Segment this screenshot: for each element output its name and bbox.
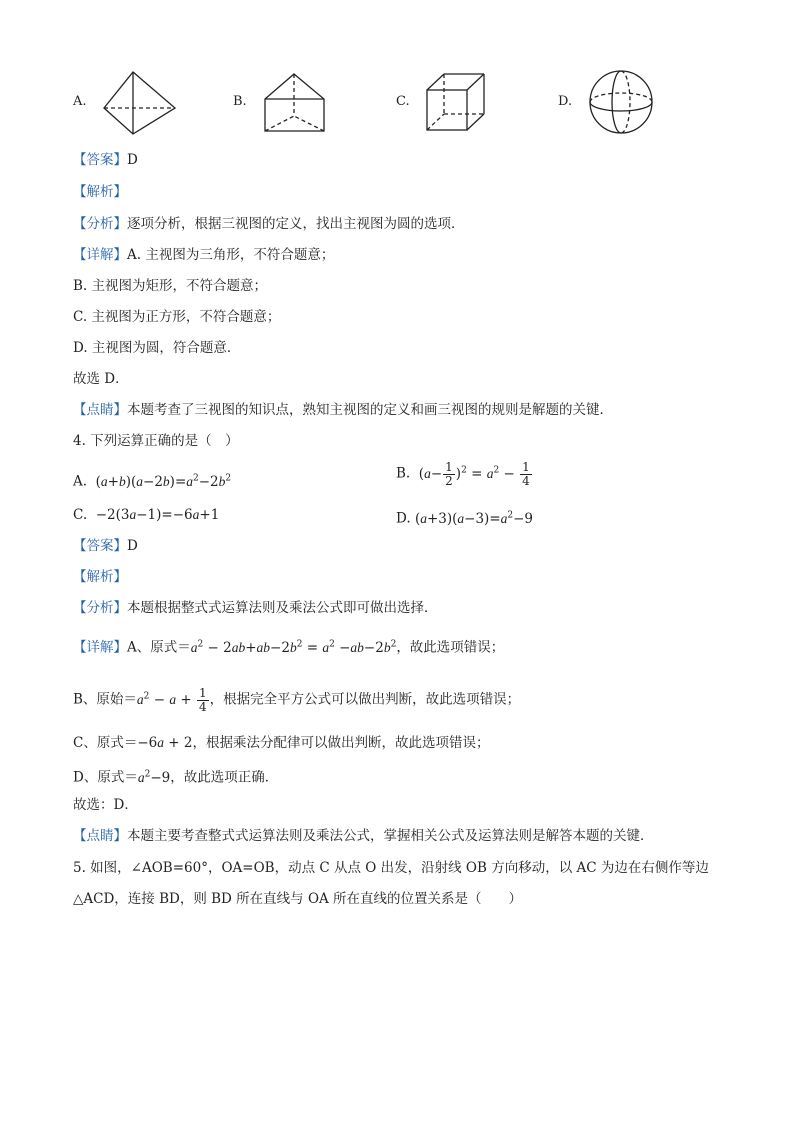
answer-value: D bbox=[127, 152, 138, 168]
detail-prefix: D、原式＝ bbox=[73, 769, 138, 786]
q3-comment bbox=[73, 400, 613, 420]
option-label: C. bbox=[73, 507, 88, 523]
q4-option-b bbox=[396, 460, 533, 488]
option-label: D. bbox=[396, 510, 411, 527]
option-d-label: D. bbox=[558, 94, 573, 109]
q5-question-line1: 5. 如图，∠AOB=60°，OA=OB，动点 C 从点 O 出发，沿射线 OB 方向移动，以 AC 为边在右侧作等边 bbox=[73, 860, 709, 876]
analysis-tag: 【解析】 bbox=[73, 569, 127, 585]
q3-detail-c: C. 主视图为正方形，不符合题意； bbox=[73, 309, 281, 325]
q4-detail-c bbox=[73, 733, 489, 753]
option-b-label: B. bbox=[233, 94, 247, 109]
option-formula: −2(3a−1)=−6a+1 bbox=[91, 507, 220, 523]
fenxi-text: 逐项分析，根据三视图的定义，找出主视图为圆的选项． bbox=[127, 216, 465, 232]
detail-text: A. 主视图为三角形，不符合题意； bbox=[127, 247, 335, 263]
sphere-icon bbox=[586, 68, 656, 136]
option-label: B. bbox=[396, 465, 411, 482]
q3-detail-b: B. 主视图为矩形，不符合题意； bbox=[73, 278, 268, 294]
triangular-prism-icon bbox=[260, 72, 330, 134]
detail-prefix: B、原始＝ bbox=[73, 691, 137, 708]
q4-conclusion: 故选：D． bbox=[73, 797, 138, 813]
option-c-label: C. bbox=[396, 94, 410, 109]
detail-suffix: ，根据乘法分配律可以做出判断，故此选项错误； bbox=[192, 735, 490, 751]
q4-question: 4. 下列运算正确的是（ ） bbox=[73, 433, 239, 449]
q4-comment bbox=[73, 826, 654, 846]
detail-formula: −6a + 2 bbox=[137, 735, 193, 751]
option-label: A. bbox=[73, 473, 88, 490]
q4-detail-d bbox=[73, 764, 278, 788]
q3-conclusion: 故选 D． bbox=[73, 371, 129, 387]
q4-option-c bbox=[73, 505, 219, 525]
answer-tag: 【答案】 bbox=[73, 538, 127, 554]
option-formula: $(a+3)(a-3)=a^2-9$ bbox=[414, 510, 534, 527]
q3-detail-d: D. 主视图为圆，符合题意． bbox=[73, 340, 241, 356]
detail-suffix: ，故此选项正确． bbox=[170, 769, 279, 786]
q4-analysis-heading bbox=[73, 567, 127, 587]
detail-formula: $a^2-9$ bbox=[137, 769, 171, 786]
q3-detail-a bbox=[73, 245, 334, 265]
q3-analysis-heading bbox=[73, 182, 127, 202]
q4-detail-b bbox=[73, 678, 520, 718]
detail-formula: $a^2 - 2ab+ab-2b^2 = a^2 -ab-2b^2$ bbox=[190, 639, 397, 656]
answer-value: D bbox=[127, 538, 138, 554]
option-formula: (a− $\frac{1}{2}$ )$^2 = a^2$ − $\frac{1}{4}$ bbox=[414, 459, 530, 488]
detail-suffix: ，根据完全平方公式可以做出判断，故此选项错误； bbox=[209, 691, 521, 708]
q3-answer bbox=[73, 150, 138, 170]
square-bipyramid-icon bbox=[100, 70, 180, 136]
q4-fenxi bbox=[73, 598, 438, 618]
q4-answer bbox=[73, 536, 138, 556]
comment-tag: 【点睛】 bbox=[73, 402, 127, 418]
answer-tag: 【答案】 bbox=[73, 152, 127, 168]
comment-text: 本题主要考查整式式运算法则及乘法公式，掌握相关公式及运算法则是解答本题的关键． bbox=[127, 828, 654, 844]
detail-suffix: ，故此选项错误； bbox=[396, 639, 505, 656]
q4-option-d bbox=[396, 505, 533, 529]
comment-tag: 【点睛】 bbox=[73, 828, 127, 844]
q4-detail-a bbox=[73, 634, 504, 658]
detail-tag: 【详解】 bbox=[73, 639, 127, 656]
option-a-label: A. bbox=[73, 94, 87, 109]
detail-prefix: A、原式＝ bbox=[127, 639, 191, 656]
option-formula: $(a+b)(a-2b)=a^2-2b^2$ bbox=[91, 473, 232, 490]
q3-fenxi bbox=[73, 214, 465, 234]
q4-option-a bbox=[73, 468, 231, 492]
q5-question-line2: △ACD，连接 BD，则 BD 所在直线与 OA 所在直线的位置关系是（ ） bbox=[73, 891, 523, 907]
fenxi-tag: 【分析】 bbox=[73, 600, 127, 616]
detail-formula: $a^2 - a$ + $\frac{1}{4}$ bbox=[136, 685, 207, 714]
fenxi-tag: 【分析】 bbox=[73, 216, 127, 232]
cube-icon bbox=[424, 72, 488, 134]
fenxi-text: 本题根据整式式运算法则及乘法公式即可做出选择． bbox=[127, 600, 438, 616]
analysis-tag: 【解析】 bbox=[73, 184, 127, 200]
detail-tag: 【详解】 bbox=[73, 247, 127, 263]
comment-text: 本题考查了三视图的知识点，熟知主视图的定义和画三视图的规则是解题的关键． bbox=[127, 402, 613, 418]
detail-prefix: C、原式＝ bbox=[73, 735, 138, 751]
